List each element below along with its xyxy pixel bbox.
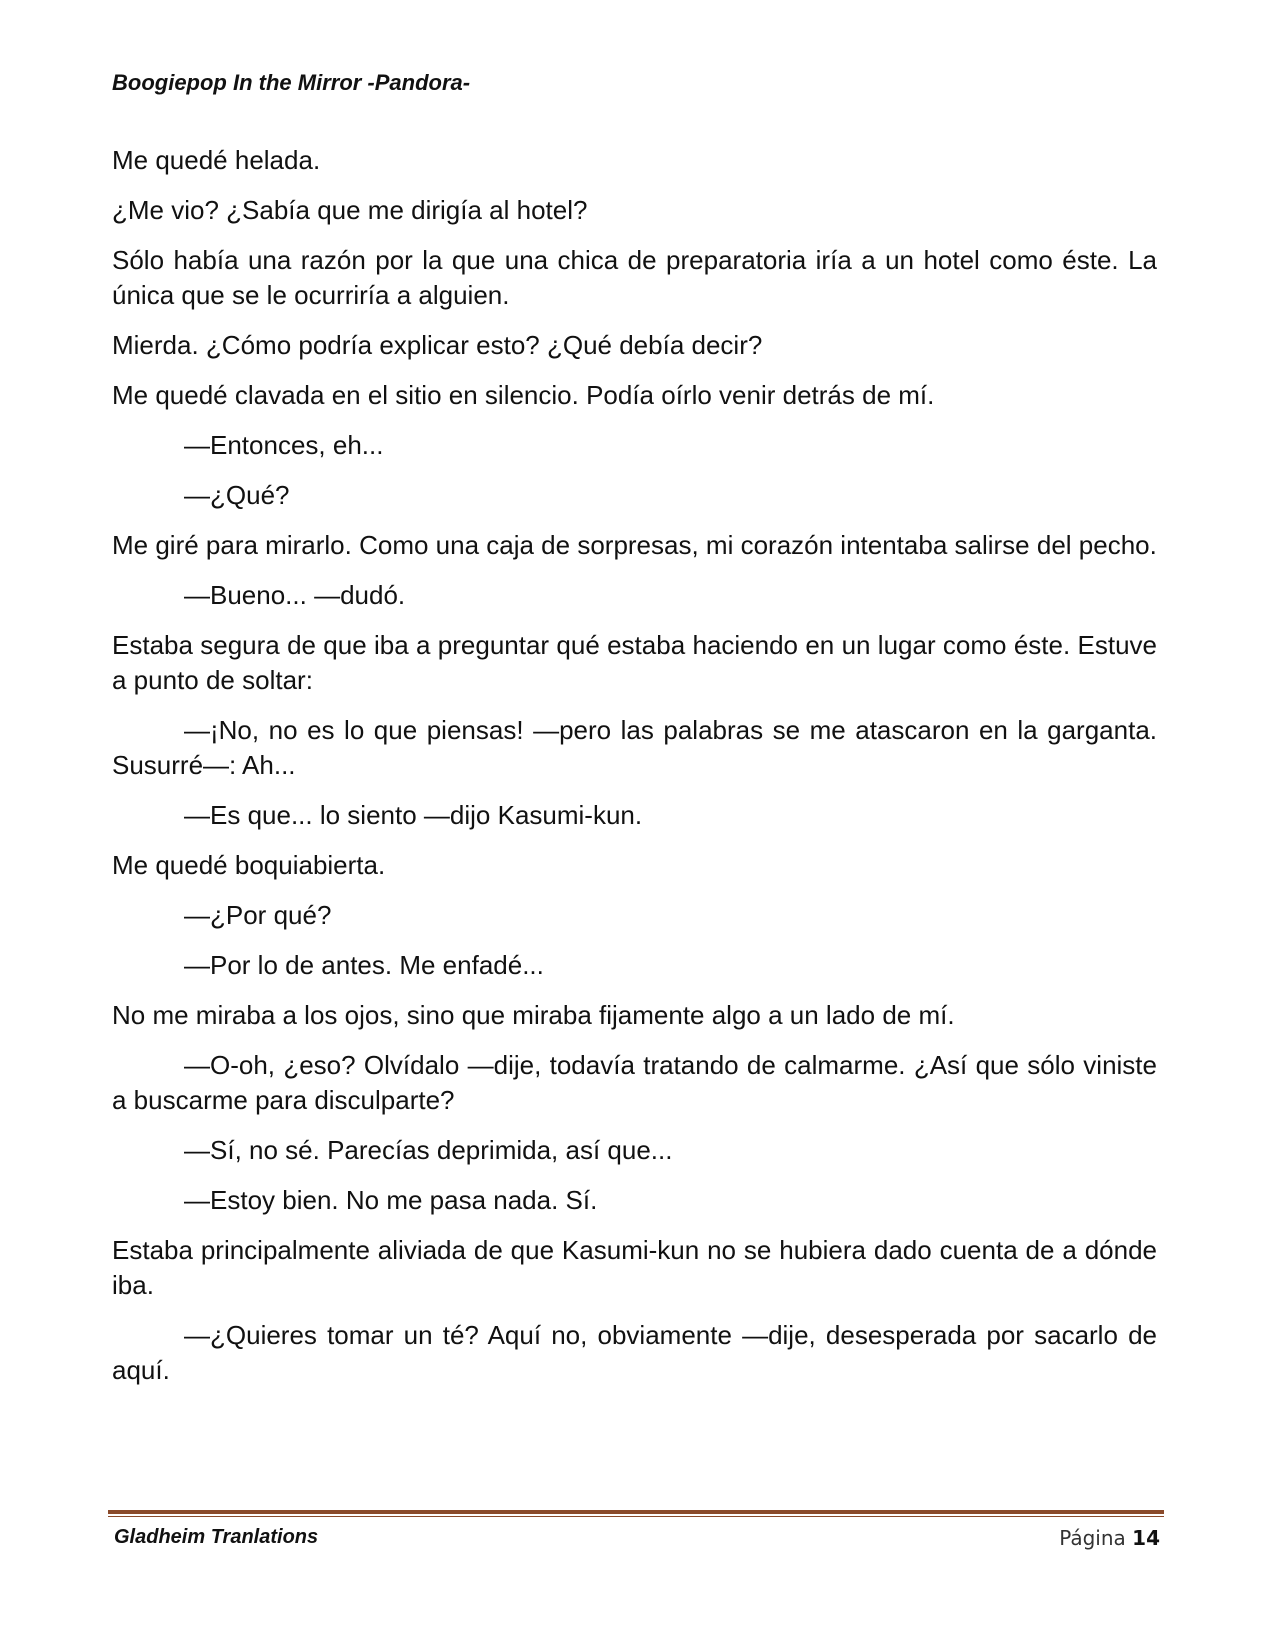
paragraph: —¡No, no es lo que piensas! —pero las palabras se me atascaron en la garganta. Susurré—: Ah... (112, 715, 1157, 780)
paragraph: —¿Quieres tomar un té? Aquí no, obviamente —dije, desesperada por sacarlo de aquí. (112, 1320, 1157, 1385)
paragraph: Estaba principalmente aliviada de que Kasumi-kun no se hubiera dado cuenta de a dónde iba. (112, 1235, 1157, 1300)
paragraph: —Bueno... —dudó. (184, 580, 406, 610)
paragraph: —¿Por qué? (184, 900, 332, 930)
running-header: Boogiepop In the Mirror -Pandora- (112, 70, 471, 95)
body-text (112, 143, 1157, 1403)
page-number-value: 14 (1132, 1526, 1160, 1550)
paragraph: —Estoy bien. No me pasa nada. Sí. (184, 1185, 598, 1215)
paragraph: —Sí, no sé. Parecías deprimida, así que... (184, 1135, 673, 1165)
page-label: Página (1059, 1526, 1126, 1550)
paragraph: Mierda. ¿Cómo podría explicar esto? ¿Qué debía decir? (112, 330, 763, 360)
paragraph: Estaba segura de que iba a preguntar qué estaba haciendo en un lugar como éste. Estuve a punto de soltar: (112, 630, 1157, 695)
paragraph: No me miraba a los ojos, sino que miraba fijamente algo a un lado de mí. (112, 1000, 955, 1030)
paragraph: Me giré para mirarlo. Como una caja de sorpresas, mi corazón intentaba salirse del pecho. (112, 530, 1157, 560)
footer-credit: Gladheim Tranlations (114, 1526, 319, 1548)
paragraph: —¿Qué? (184, 480, 290, 510)
paragraph: —Por lo de antes. Me enfadé... (184, 950, 544, 980)
paragraph: —O-oh, ¿eso? Olvídalo —dije, todavía tratando de calmarme. ¿Así que sólo viniste a buscarme para disculparte? (112, 1050, 1157, 1115)
paragraph: Me quedé helada. (112, 145, 321, 175)
paragraph: —Es que... lo siento —dijo Kasumi-kun. (184, 800, 643, 830)
footer-rule (108, 1510, 1164, 1517)
paragraph: ¿Me vio? ¿Sabía que me dirigía al hotel? (112, 195, 588, 225)
paragraph: Me quedé clavada en el sitio en silencio. Podía oírlo venir detrás de mí. (112, 380, 935, 410)
page-number (1059, 1526, 1160, 1550)
paragraph: Sólo había una razón por la que una chica de preparatoria iría a un hotel como éste. La única que se le ocurriría a alguien. (112, 245, 1157, 310)
paragraph: Me quedé boquiabierta. (112, 850, 386, 880)
paragraph: —Entonces, eh... (184, 430, 384, 460)
